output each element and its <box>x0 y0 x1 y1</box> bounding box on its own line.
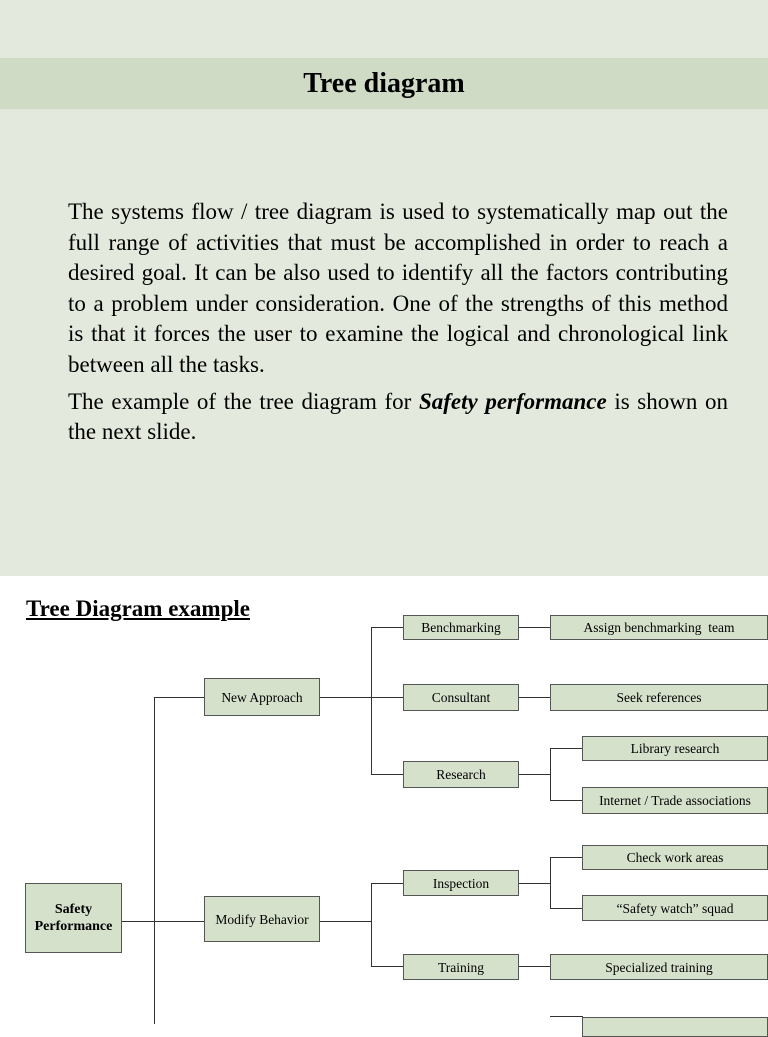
connector-to-modify-behavior <box>154 921 205 922</box>
example-title: Tree Diagram example <box>26 596 250 621</box>
connector-to-consultant <box>371 697 404 698</box>
node-training: Training <box>403 954 519 980</box>
connector-partial-bottom <box>550 1016 583 1017</box>
connector-inspection-trunk <box>550 857 551 909</box>
node-specialized-training: Specialized training <box>550 954 768 980</box>
connector-to-inspection <box>371 883 404 884</box>
paragraph-2-end: is shown on the next slide. <box>68 388 728 445</box>
body-text <box>68 197 728 454</box>
connector-new-approach-out <box>319 697 372 698</box>
connector-to-benchmarking <box>371 627 404 628</box>
connector-to-library <box>550 748 583 749</box>
connector-research-trunk <box>550 748 551 801</box>
connector-consultant-seek <box>518 697 551 698</box>
node-partial-bottom <box>582 1017 768 1037</box>
connector-benchmarking-assign <box>518 627 551 628</box>
node-modify-behavior: Modify Behavior <box>204 896 320 942</box>
connector-new-approach-trunk <box>371 627 372 774</box>
connector-root-out <box>122 921 155 922</box>
paragraph-2-start: The example of the tree diagram for <box>68 388 419 414</box>
node-new-approach: New Approach <box>204 678 320 716</box>
connector-inspection-out <box>518 883 551 884</box>
emphasis-safety-performance: Safety performance <box>418 388 607 414</box>
node-assign-benchmarking-team: Assign benchmarking team <box>550 615 768 640</box>
node-seek-references: Seek references <box>550 684 768 711</box>
connector-to-training <box>371 966 404 967</box>
connector-modify-behavior-trunk <box>371 883 372 967</box>
node-consultant: Consultant <box>403 684 519 711</box>
node-library-research: Library research <box>582 736 768 761</box>
connector-to-check-work-areas <box>550 857 583 858</box>
connector-to-safety-watch <box>550 908 583 909</box>
node-safety-performance: Safety Performance <box>25 883 122 953</box>
slide-tree-diagram-example <box>0 576 768 1024</box>
connector-root-trunk <box>154 697 155 1024</box>
node-benchmarking: Benchmarking <box>403 615 519 640</box>
node-research: Research <box>403 761 519 788</box>
node-internet-trade-associations: Internet / Trade associations <box>582 787 768 814</box>
connector-to-research <box>371 774 404 775</box>
connector-to-internet <box>550 800 583 801</box>
connector-to-new-approach <box>154 697 205 698</box>
node-inspection: Inspection <box>403 870 519 896</box>
slide-title: Tree diagram <box>303 68 465 99</box>
connector-modify-behavior-out <box>319 921 372 922</box>
node-safety-watch-squad: “Safety watch” squad <box>582 895 768 921</box>
connector-training-specialized <box>518 966 551 967</box>
paragraph-1: The systems flow / tree diagram is used to systematically map out the full range of activities that must be accomplished in order to reach a desired goal. It can be also used to identify all the factors contributing to a problem under consideration. One of the strengths of this method is that it forces the user to examine the logical and chronological link between all the tasks. <box>68 199 728 377</box>
connector-research-out <box>518 774 551 775</box>
node-check-work-areas: Check work areas <box>582 845 768 870</box>
paragraph-2 <box>68 387 728 448</box>
